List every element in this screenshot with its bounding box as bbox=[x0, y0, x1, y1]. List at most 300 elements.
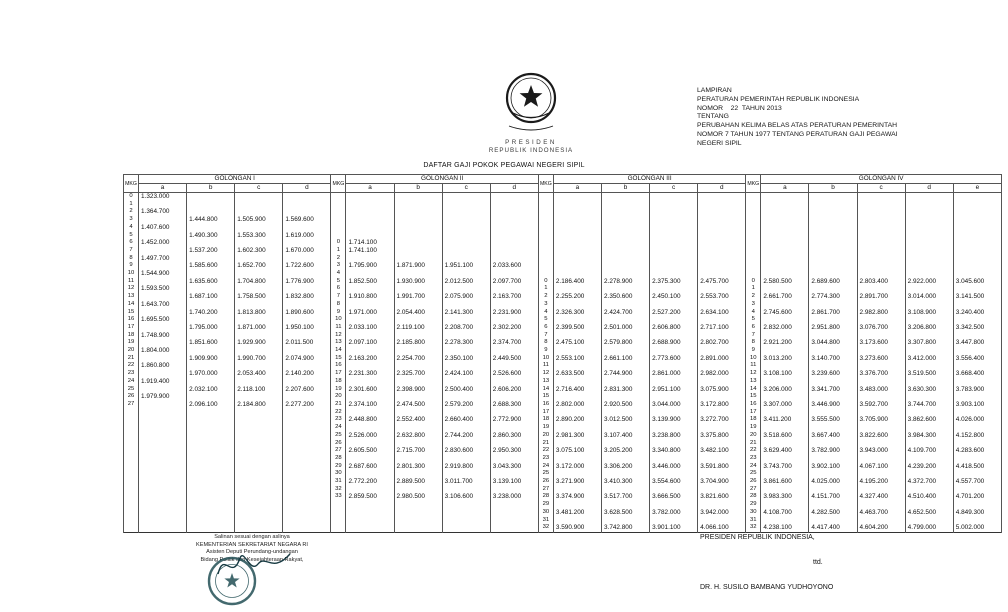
salary-cell: 2.552.400 bbox=[394, 416, 442, 424]
salary-cell: 2.744.200 bbox=[442, 432, 490, 440]
salary-cell bbox=[490, 509, 538, 517]
mkg-cell: 24 bbox=[331, 424, 346, 432]
salary-cell bbox=[601, 270, 649, 278]
salary-cell: 2.831.300 bbox=[601, 386, 649, 394]
salary-cell: 3.782.000 bbox=[650, 509, 698, 517]
mkg-cell: 20 bbox=[331, 393, 346, 401]
salary-cell: 2.474.500 bbox=[394, 401, 442, 409]
salary-cell bbox=[809, 208, 857, 216]
salary-cell bbox=[346, 270, 394, 278]
table-row bbox=[124, 193, 1002, 201]
salary-cell: 2.207.600 bbox=[283, 386, 331, 394]
salary-cell bbox=[346, 347, 394, 355]
mkg-column-header: MKG bbox=[746, 175, 761, 193]
mkg-cell bbox=[746, 247, 761, 255]
salary-cell: 3.240.400 bbox=[953, 309, 1001, 317]
mkg-cell: 4 bbox=[331, 270, 346, 278]
salary-cell: 2.803.400 bbox=[857, 278, 905, 286]
salary-cell: 2.278.900 bbox=[601, 278, 649, 286]
salary-cell: 3.206.800 bbox=[905, 324, 953, 332]
salary-cell bbox=[442, 208, 490, 216]
salary-cell: 3.667.400 bbox=[809, 432, 857, 440]
lampiran-line: PERATURAN PEMERINTAH REPUBLIK INDONESIA bbox=[697, 95, 860, 103]
salary-cell bbox=[394, 201, 442, 209]
mkg-cell: 18 bbox=[124, 332, 139, 340]
pay-scale-column-header: d bbox=[698, 184, 746, 193]
letterhead-republik-indonesia: REPUBLIK INDONESIA bbox=[488, 146, 574, 154]
salary-cell bbox=[394, 247, 442, 255]
salary-cell bbox=[235, 393, 283, 401]
mkg-cell: 6 bbox=[746, 324, 761, 332]
salary-cell: 3.983.300 bbox=[761, 493, 809, 501]
salary-cell bbox=[601, 362, 649, 370]
lampiran-line: LAMPIRAN bbox=[697, 87, 732, 94]
salary-cell: 1.497.700 bbox=[139, 255, 187, 263]
salary-cell bbox=[394, 208, 442, 216]
mkg-cell bbox=[124, 440, 139, 448]
salary-cell bbox=[490, 316, 538, 324]
salary-cell bbox=[235, 517, 283, 525]
table-row bbox=[124, 393, 1002, 401]
salary-cell bbox=[187, 501, 235, 509]
pay-scale-column-header: a bbox=[553, 184, 601, 193]
salary-cell: 2.375.300 bbox=[650, 278, 698, 286]
salary-cell bbox=[442, 486, 490, 494]
salary-cell bbox=[139, 324, 187, 332]
salary-cell: 2.254.700 bbox=[394, 355, 442, 363]
lampiran-line: NOMOR 22 TAHUN 2013 bbox=[697, 104, 782, 112]
salary-cell bbox=[809, 224, 857, 232]
salary-cell bbox=[346, 216, 394, 224]
mkg-cell: 25 bbox=[538, 470, 553, 478]
mkg-cell: 26 bbox=[538, 478, 553, 486]
mkg-cell: 11 bbox=[746, 362, 761, 370]
table-row bbox=[124, 216, 1002, 224]
salary-cell bbox=[650, 262, 698, 270]
mkg-cell bbox=[746, 208, 761, 216]
salary-cell bbox=[187, 447, 235, 455]
salary-cell bbox=[953, 470, 1001, 478]
salary-cell bbox=[394, 232, 442, 240]
salary-cell bbox=[857, 208, 905, 216]
mkg-cell: 8 bbox=[746, 339, 761, 347]
salary-cell bbox=[905, 517, 953, 525]
salary-cell bbox=[601, 247, 649, 255]
salary-cell: 4.067.100 bbox=[857, 463, 905, 471]
salary-cell: 3.447.800 bbox=[953, 339, 1001, 347]
mkg-cell: 25 bbox=[746, 470, 761, 478]
salary-cell bbox=[346, 232, 394, 240]
table-row bbox=[124, 208, 1002, 216]
salary-cell bbox=[650, 486, 698, 494]
salary-cell: 1.619.000 bbox=[283, 232, 331, 240]
salary-cell bbox=[905, 486, 953, 494]
mkg-cell bbox=[124, 470, 139, 478]
table-row bbox=[124, 409, 1002, 417]
mkg-cell: 13 bbox=[124, 293, 139, 301]
salary-cell bbox=[283, 509, 331, 517]
salary-cell bbox=[857, 316, 905, 324]
salary-cell: 4.283.600 bbox=[953, 447, 1001, 455]
mkg-cell: 30 bbox=[331, 470, 346, 478]
salary-cell bbox=[698, 216, 746, 224]
salary-cell bbox=[905, 224, 953, 232]
salary-cell: 2.074.900 bbox=[283, 355, 331, 363]
salary-cell: 1.871.000 bbox=[235, 324, 283, 332]
salary-cell bbox=[235, 447, 283, 455]
salary-cell bbox=[283, 332, 331, 340]
mkg-cell: 21 bbox=[538, 440, 553, 448]
salary-cell bbox=[761, 362, 809, 370]
salary-cell bbox=[283, 224, 331, 232]
salary-cell bbox=[953, 270, 1001, 278]
salary-cell: 3.943.000 bbox=[857, 447, 905, 455]
salary-cell bbox=[346, 285, 394, 293]
salary-cell bbox=[953, 301, 1001, 309]
salary-cell bbox=[283, 447, 331, 455]
salary-cell: 3.141.500 bbox=[953, 293, 1001, 301]
mkg-cell: 14 bbox=[746, 386, 761, 394]
mkg-cell: 4 bbox=[746, 309, 761, 317]
salary-cell bbox=[235, 470, 283, 478]
salary-cell: 4.282.500 bbox=[809, 509, 857, 517]
salary-cell bbox=[139, 339, 187, 347]
salary-cell bbox=[905, 216, 953, 224]
salary-cell bbox=[601, 316, 649, 324]
salary-cell bbox=[698, 301, 746, 309]
salary-cell bbox=[905, 440, 953, 448]
salary-cell bbox=[761, 232, 809, 240]
salary-cell: 4.799.000 bbox=[905, 524, 953, 532]
mkg-cell bbox=[538, 193, 553, 201]
salary-cell bbox=[553, 224, 601, 232]
salary-cell bbox=[953, 239, 1001, 247]
salary-cell: 1.852.500 bbox=[346, 278, 394, 286]
salary-cell: 1.452.000 bbox=[139, 239, 187, 247]
salary-cell: 2.580.500 bbox=[761, 278, 809, 286]
salary-cell: 2.301.600 bbox=[346, 386, 394, 394]
salary-cell: 3.628.500 bbox=[601, 509, 649, 517]
mkg-cell: 11 bbox=[124, 278, 139, 286]
pay-scale-column-header: a bbox=[139, 184, 187, 193]
salary-cell bbox=[187, 470, 235, 478]
mkg-cell bbox=[538, 247, 553, 255]
salary-cell bbox=[953, 232, 1001, 240]
salary-cell: 2.716.400 bbox=[553, 386, 601, 394]
salary-cell: 3.984.300 bbox=[905, 432, 953, 440]
salary-cell bbox=[761, 378, 809, 386]
salary-cell: 1.758.500 bbox=[235, 293, 283, 301]
salary-cell bbox=[235, 193, 283, 201]
salary-cell bbox=[187, 378, 235, 386]
pay-scale-column-header: b bbox=[809, 184, 857, 193]
salary-cell: 2.424.700 bbox=[601, 309, 649, 317]
salary-cell bbox=[394, 362, 442, 370]
mkg-cell bbox=[331, 501, 346, 509]
mkg-cell: 20 bbox=[746, 432, 761, 440]
mkg-cell: 2 bbox=[538, 293, 553, 301]
salary-cell bbox=[490, 486, 538, 494]
salary-cell: 3.446.000 bbox=[650, 463, 698, 471]
salary-cell bbox=[553, 517, 601, 525]
table-row bbox=[124, 386, 1002, 394]
salary-cell bbox=[905, 378, 953, 386]
salary-cell bbox=[953, 285, 1001, 293]
mkg-cell: 10 bbox=[124, 270, 139, 278]
salary-cell bbox=[187, 432, 235, 440]
salary-cell: 4.372.700 bbox=[905, 478, 953, 486]
salary-cell bbox=[442, 247, 490, 255]
salary-cell: 3.172.800 bbox=[698, 401, 746, 409]
salary-cell bbox=[394, 409, 442, 417]
salary-cell: 2.889.500 bbox=[394, 478, 442, 486]
salary-cell bbox=[490, 347, 538, 355]
mkg-cell: 23 bbox=[331, 416, 346, 424]
mkg-cell: 1 bbox=[746, 285, 761, 293]
salary-cell bbox=[187, 393, 235, 401]
salary-cell bbox=[394, 501, 442, 509]
salary-cell bbox=[553, 362, 601, 370]
salary-cell bbox=[953, 247, 1001, 255]
salary-cell bbox=[235, 255, 283, 263]
salary-cell bbox=[601, 332, 649, 340]
mkg-cell bbox=[331, 208, 346, 216]
mkg-cell: 5 bbox=[124, 232, 139, 240]
salary-cell: 2.661.100 bbox=[601, 355, 649, 363]
salary-cell bbox=[809, 470, 857, 478]
pay-scale-column-header: d bbox=[905, 184, 953, 193]
salary-cell: 3.411.200 bbox=[761, 416, 809, 424]
salary-cell: 3.668.400 bbox=[953, 370, 1001, 378]
salary-cell bbox=[905, 239, 953, 247]
salary-cell bbox=[394, 316, 442, 324]
salary-cell: 3.822.600 bbox=[857, 432, 905, 440]
salary-cell bbox=[650, 201, 698, 209]
salary-cell bbox=[905, 393, 953, 401]
salary-cell bbox=[698, 239, 746, 247]
mkg-cell: 14 bbox=[538, 386, 553, 394]
salary-cell: 2.097.700 bbox=[490, 278, 538, 286]
salary-cell bbox=[698, 501, 746, 509]
salary-cell bbox=[905, 424, 953, 432]
salary-cell bbox=[235, 347, 283, 355]
salary-cell bbox=[809, 239, 857, 247]
salary-cell: 2.326.300 bbox=[553, 309, 601, 317]
salary-cell bbox=[553, 424, 601, 432]
salary-cell: 4.239.200 bbox=[905, 463, 953, 471]
salary-cell bbox=[187, 486, 235, 494]
salary-cell bbox=[139, 409, 187, 417]
lampiran-block bbox=[697, 87, 1002, 149]
salary-cell bbox=[346, 409, 394, 417]
salary-cell: 3.901.100 bbox=[650, 524, 698, 532]
salary-cell: 2.398.900 bbox=[394, 386, 442, 394]
salary-cell bbox=[809, 517, 857, 525]
salary-cell bbox=[346, 316, 394, 324]
salary-cell: 1.971.000 bbox=[346, 309, 394, 317]
mkg-column-header: MKG bbox=[331, 175, 346, 193]
salary-cell: 2.982.000 bbox=[698, 370, 746, 378]
salary-cell bbox=[187, 493, 235, 501]
salary-cell bbox=[283, 316, 331, 324]
salary-cell: 2.163.700 bbox=[490, 293, 538, 301]
salary-cell bbox=[905, 247, 953, 255]
salary-cell bbox=[601, 409, 649, 417]
salary-cell: 3.446.900 bbox=[809, 401, 857, 409]
salary-cell bbox=[601, 201, 649, 209]
salary-cell bbox=[283, 440, 331, 448]
table-row bbox=[124, 463, 1002, 471]
salary-cell bbox=[809, 193, 857, 201]
mkg-cell bbox=[538, 201, 553, 209]
salary-cell: 3.519.500 bbox=[905, 370, 953, 378]
mkg-cell bbox=[124, 509, 139, 517]
salary-cell bbox=[139, 247, 187, 255]
salary-cell: 4.417.400 bbox=[809, 524, 857, 532]
salary-cell bbox=[953, 486, 1001, 494]
salary-cell: 2.119.100 bbox=[394, 324, 442, 332]
mkg-cell: 22 bbox=[124, 362, 139, 370]
salary-cell bbox=[698, 378, 746, 386]
salary-cell bbox=[953, 201, 1001, 209]
salary-cell bbox=[235, 478, 283, 486]
salary-cell bbox=[442, 201, 490, 209]
mkg-cell: 22 bbox=[538, 447, 553, 455]
salary-cell bbox=[187, 455, 235, 463]
salary-cell bbox=[650, 378, 698, 386]
salary-cell: 1.602.300 bbox=[235, 247, 283, 255]
salary-cell: 3.075.900 bbox=[698, 386, 746, 394]
mkg-cell: 12 bbox=[124, 285, 139, 293]
salary-cell bbox=[857, 193, 905, 201]
salary-cell bbox=[761, 247, 809, 255]
salary-cell: 2.527.200 bbox=[650, 309, 698, 317]
salary-cell: 2.745.600 bbox=[761, 309, 809, 317]
table-row bbox=[124, 524, 1002, 532]
salary-cell: 2.350.600 bbox=[601, 293, 649, 301]
salary-cell bbox=[601, 347, 649, 355]
salary-cell: 3.140.700 bbox=[809, 355, 857, 363]
salary-cell bbox=[187, 440, 235, 448]
salary-cell: 2.011.500 bbox=[283, 339, 331, 347]
salary-cell bbox=[442, 270, 490, 278]
mkg-cell: 16 bbox=[124, 316, 139, 324]
mkg-cell: 7 bbox=[538, 332, 553, 340]
table-row bbox=[124, 362, 1002, 370]
pay-scale-column-header: c bbox=[442, 184, 490, 193]
salary-cell: 2.950.300 bbox=[490, 447, 538, 455]
salary-cell bbox=[235, 301, 283, 309]
salary-cell bbox=[139, 293, 187, 301]
mkg-cell: 16 bbox=[331, 362, 346, 370]
mkg-cell: 23 bbox=[124, 370, 139, 378]
salary-cell bbox=[761, 216, 809, 224]
salary-cell: 2.118.100 bbox=[235, 386, 283, 394]
salary-cell bbox=[857, 486, 905, 494]
salary-cell bbox=[187, 409, 235, 417]
mkg-cell: 29 bbox=[331, 463, 346, 471]
salary-cell: 2.277.200 bbox=[283, 401, 331, 409]
salary-cell bbox=[346, 509, 394, 517]
salary-cell bbox=[601, 455, 649, 463]
mkg-cell: 27 bbox=[746, 486, 761, 494]
salary-cell bbox=[761, 193, 809, 201]
salary-cell: 1.979.900 bbox=[139, 393, 187, 401]
mkg-cell: 20 bbox=[124, 347, 139, 355]
salary-cell bbox=[857, 262, 905, 270]
salary-cell bbox=[601, 208, 649, 216]
salary-cell bbox=[761, 270, 809, 278]
salary-cell: 1.871.900 bbox=[394, 262, 442, 270]
mkg-cell: 25 bbox=[331, 432, 346, 440]
mkg-cell: 30 bbox=[538, 509, 553, 517]
salary-cell bbox=[442, 424, 490, 432]
salary-cell: 2.606.800 bbox=[650, 324, 698, 332]
salary-cell bbox=[761, 316, 809, 324]
mkg-cell: 11 bbox=[331, 324, 346, 332]
mkg-cell: 3 bbox=[538, 301, 553, 309]
table-title: DAFTAR GAJI POKOK PEGAWAI NEGERI SIPIL bbox=[423, 162, 585, 169]
salary-cell bbox=[698, 486, 746, 494]
salary-cell bbox=[139, 493, 187, 501]
salary-cell bbox=[857, 232, 905, 240]
salary-cell: 3.014.000 bbox=[905, 293, 953, 301]
salary-cell bbox=[490, 301, 538, 309]
salary-cell: 1.593.500 bbox=[139, 285, 187, 293]
table-row bbox=[124, 278, 1002, 286]
salary-cell bbox=[442, 255, 490, 263]
salary-cell bbox=[187, 478, 235, 486]
salary-cell: 2.661.700 bbox=[761, 293, 809, 301]
salary-cell bbox=[283, 208, 331, 216]
salary-cell bbox=[809, 316, 857, 324]
salary-cell: 3.238.000 bbox=[490, 493, 538, 501]
salary-cell bbox=[809, 247, 857, 255]
lampiran-line: TENTANG bbox=[697, 113, 729, 121]
salary-cell bbox=[442, 501, 490, 509]
salary-cell bbox=[490, 517, 538, 525]
mkg-cell: 26 bbox=[124, 393, 139, 401]
salary-cell bbox=[442, 232, 490, 240]
salary-cell bbox=[490, 455, 538, 463]
mkg-cell: 18 bbox=[538, 416, 553, 424]
salary-cell bbox=[601, 393, 649, 401]
salary-cell bbox=[698, 224, 746, 232]
authentication-line: KEMENTERIAN SEKRETARIAT NEGARA RI bbox=[196, 541, 308, 548]
salary-cell: 3.238.800 bbox=[650, 432, 698, 440]
salary-cell bbox=[761, 517, 809, 525]
salary-cell bbox=[953, 255, 1001, 263]
salary-cell: 4.066.100 bbox=[698, 524, 746, 532]
salary-cell: 3.412.000 bbox=[905, 355, 953, 363]
salary-cell: 3.205.200 bbox=[601, 447, 649, 455]
salary-cell: 1.860.800 bbox=[139, 362, 187, 370]
salary-cell: 2.475.700 bbox=[698, 278, 746, 286]
salary-cell bbox=[394, 224, 442, 232]
salary-cell bbox=[490, 393, 538, 401]
golongan-group-header: GOLONGAN IV bbox=[761, 175, 1002, 184]
mkg-cell: 25 bbox=[124, 386, 139, 394]
mkg-cell: 3 bbox=[331, 262, 346, 270]
mkg-cell: 8 bbox=[331, 301, 346, 309]
salary-cell bbox=[283, 478, 331, 486]
salary-cell bbox=[139, 424, 187, 432]
letterhead bbox=[456, 139, 606, 154]
salary-cell bbox=[905, 255, 953, 263]
salary-cell: 3.861.600 bbox=[761, 478, 809, 486]
mkg-cell: 21 bbox=[331, 401, 346, 409]
salary-cell: 3.591.800 bbox=[698, 463, 746, 471]
